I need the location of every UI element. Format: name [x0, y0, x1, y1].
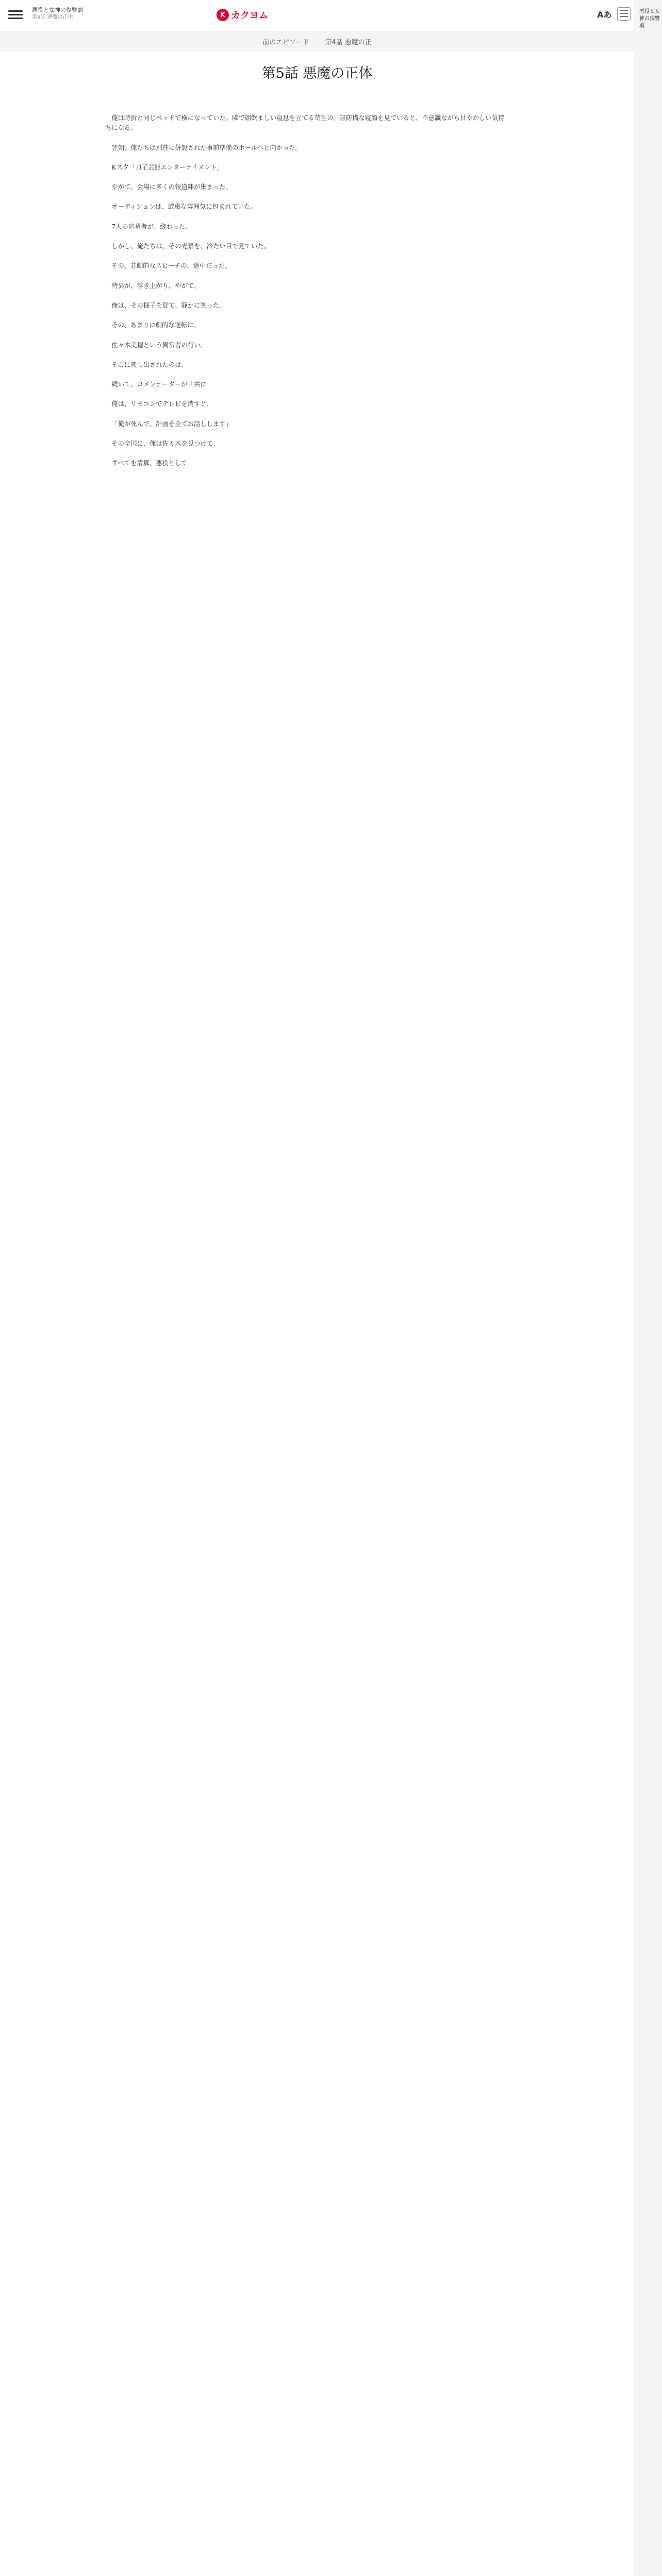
- paragraph: 俺は、リモコンでテレビを消すと、: [111, 400, 213, 408]
- paragraph: 7人の応募者が、終わった。: [111, 223, 192, 230]
- work-title[interactable]: [32, 7, 83, 21]
- paragraph: 「俺が死んで、計画を全てお話しします」: [111, 420, 232, 428]
- work-title-text: 悪役と女神の復讐劇: [32, 7, 83, 13]
- current-episode-label: 第4話 悪魔の正: [325, 38, 372, 46]
- episode-nav: [0, 31, 634, 52]
- right-sidebar: [634, 0, 662, 2576]
- paragraph: Kスタ「刀子芸能エンターテイメント」: [111, 163, 224, 171]
- episode-subtitle: 第5話 悪魔の正体: [32, 14, 73, 20]
- logo-mark-icon: K: [217, 9, 229, 21]
- paragraph: その、悲劇的なスピーチの、途中だった。: [111, 262, 231, 270]
- paragraph: しかし、俺たちは、その光景を、冷たい目で見ていた。: [111, 243, 270, 250]
- paragraph: 佐々木美穂という異常者の行い、: [111, 341, 207, 349]
- paragraph: そこに映し出されたのは、: [111, 361, 188, 368]
- paragraph: 俺は、その様子を見て、静かに笑った。: [111, 301, 226, 309]
- paragraph: その全国に、俺は佐々木を見つけて、: [111, 440, 220, 448]
- paragraph: 特異が、浮き上がり、やがて、: [111, 282, 201, 290]
- top-header: [0, 0, 662, 31]
- sidebar-toggle-icon[interactable]: [617, 7, 631, 21]
- paragraph: すべてを清算、悪役として: [111, 460, 188, 467]
- paragraph: やがて、会場に多くの報道陣が集まった。: [111, 183, 232, 191]
- font-setting-button[interactable]: Aあ: [597, 10, 612, 20]
- paragraph: その、あまりに劇的な逆転に、: [111, 321, 200, 329]
- paragraph: 俺は時折と同じベッドで横になっていた。隣で朝飲ましい寝息を立てる苛生の。無防備な寝顔を見ていると、不意識ながら甘やかしい気持ちになる。: [105, 114, 505, 132]
- paragraph: 翌朝、俺たちは別荘に併設された事前準備のホールへと向かった。: [111, 144, 302, 151]
- logo-text: カクヨム: [231, 10, 268, 21]
- side-panel-title: 悪役と女神の復讐劇: [639, 9, 660, 29]
- story-body: [105, 113, 507, 479]
- chapter-title: 第5話 悪魔の正体: [261, 65, 373, 81]
- prev-episode-link[interactable]: 前のエピソード: [262, 38, 310, 46]
- menu-icon[interactable]: [8, 8, 23, 21]
- site-logo[interactable]: [217, 8, 268, 22]
- side-panel: [638, 0, 662, 38]
- paragraph: オーディションは、厳粛な雰囲気に包まれていた。: [111, 203, 257, 211]
- paragraph: 続いて、コメンテーターが「共に: [111, 381, 207, 388]
